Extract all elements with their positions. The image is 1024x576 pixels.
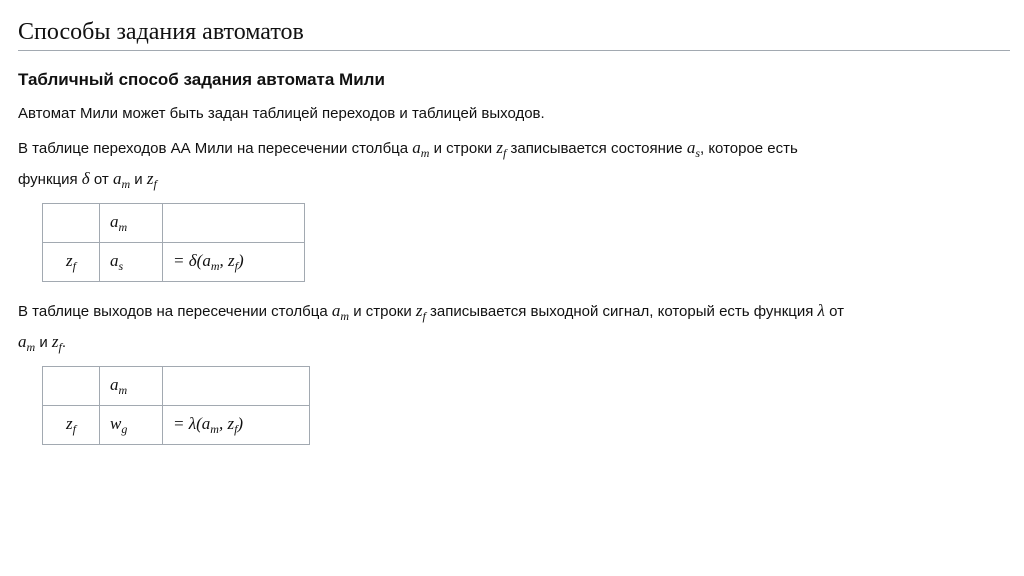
table-cell-empty [43, 367, 100, 406]
table-row [43, 243, 305, 282]
output-table [42, 366, 310, 445]
math-a-m: $a_m$ [412, 138, 430, 160]
table-cell-empty [163, 204, 305, 243]
table-cell-empty [43, 204, 100, 243]
math-a-s: $a_s$ [686, 138, 700, 160]
table-row-label-z-f: $z_f$ [43, 406, 100, 445]
table-header-a-m: $a_m$ [100, 204, 163, 243]
math-delta: δ [81, 169, 90, 188]
transitions-paragraph: В таблице переходов АА Мили на пересечении столбца $a_m$ и строки $z_f$ записывается состояние $a_s$, которое есть функция δ от $a_m$ и $z_f$ [18, 138, 798, 191]
table-row-label-z-f: $z_f$ [43, 243, 100, 282]
math-a-m: $a_m$ [18, 332, 36, 354]
math-z-f: $z_f$ [146, 169, 157, 191]
math-z-f: $z_f$ [51, 332, 62, 354]
table-cell-empty [163, 367, 310, 406]
table-cell-w-g: $w_g$ [100, 406, 163, 445]
page-title: Способы задания автоматов [18, 0, 1010, 51]
table-cell-delta-formula: = $\delta(a_m$, $z_f$) [163, 243, 305, 282]
table-cell-a-s: $a_s$ [100, 243, 163, 282]
table-header-a-m: $a_m$ [100, 367, 163, 406]
transition-table [42, 203, 305, 282]
math-z-f: $z_f$ [496, 138, 507, 160]
math-a-m: $a_m$ [112, 169, 131, 191]
table-row [43, 406, 310, 445]
math-a-m: $a_m$ [331, 301, 350, 323]
article [18, 0, 1010, 445]
table-row [43, 204, 305, 243]
table-row [43, 367, 310, 406]
outputs-paragraph: В таблице выходов на пересечении столбца $a_m$ и строки $z_f$ записывается выходной сигнал, который есть функция λ от $a_m$ и $z_f$. [18, 301, 844, 354]
math-lambda: λ [817, 301, 825, 320]
section-heading: Табличный способ задания автомата Мили [18, 70, 385, 89]
math-z-f: $z_f$ [415, 301, 426, 323]
intro-paragraph: Автомат Мили может быть задан таблицей переходов и таблицей выходов. [18, 105, 545, 122]
table-cell-lambda-formula: = $\lambda(a_m$, $z_f$) [163, 406, 310, 445]
